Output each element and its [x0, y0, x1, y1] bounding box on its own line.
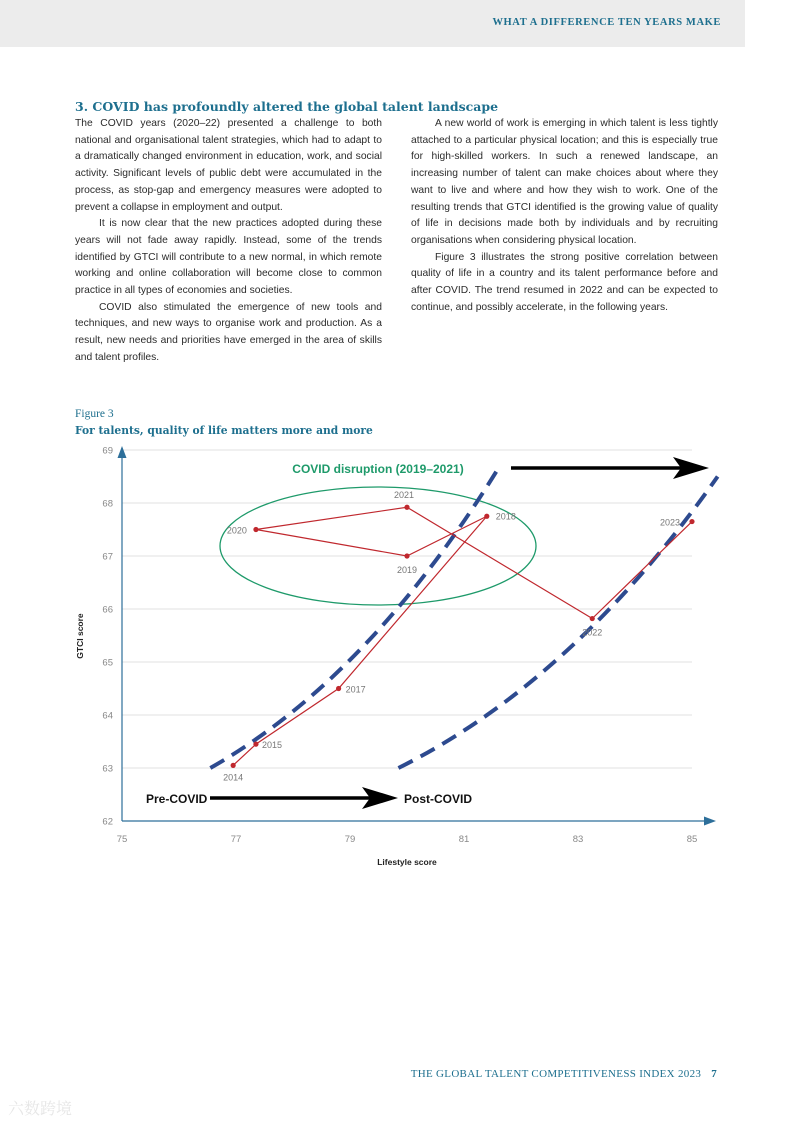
data-label-2015: 2015	[261, 740, 282, 751]
x-axis-title: Lifestyle score	[377, 857, 437, 867]
paragraph: Figure 3 illustrates the strong positive correlation between quality of life in a country and its talent performance before and after COVID. The trend resumed in 2022 and can be expected to continue, and possibly accelerate, in the following years.	[411, 251, 718, 313]
series-line	[233, 507, 692, 765]
pre-covid-label: Pre-COVID	[146, 792, 208, 806]
y-tick-label: 62	[102, 816, 113, 828]
data-point-2022	[590, 616, 595, 621]
y-axis-arrowhead	[118, 446, 127, 458]
data-label-2023: 2023	[659, 517, 680, 528]
x-tick-label: 79	[344, 834, 356, 845]
y-tick-label: 68	[102, 498, 113, 510]
x-tick-label: 83	[572, 834, 584, 845]
data-label-2020: 2020	[226, 525, 247, 536]
data-point-2021	[404, 505, 409, 510]
trend-band-dashed	[210, 469, 498, 768]
y-tick-label: 64	[102, 710, 113, 722]
data-label-2021: 2021	[393, 490, 415, 501]
y-tick-label: 66	[102, 604, 113, 616]
figure-title: For talents, quality of life matters more and more	[75, 424, 373, 437]
x-tick-label: 75	[116, 834, 128, 845]
paragraph: The COVID years (2020–22) presented a challenge to both national and organisational talent strategies, which had to adapt to a dramatically changed environment in education, work, and social activity. Significant levels of public debt were accumulated in the process, as stop-gap and emergency measures were adopted to prevent a collapse in employment and output.	[75, 118, 382, 213]
paragraph: COVID also stimulated the emergence of new tools and techniques, and new ways to organise work and production. As a result, new needs and priorities have emerged in the area of skills and talent profiles.	[75, 301, 382, 363]
y-tick-label: 63	[102, 763, 113, 775]
y-tick-label: 65	[102, 657, 113, 669]
data-label-2017: 2017	[345, 684, 366, 695]
watermark-logo: 六数跨境	[8, 1099, 73, 1118]
y-axis-title: GTCI score	[75, 613, 85, 659]
paragraph: A new world of work is emerging in which talent is less tightly attached to a particular physical location; and this is especially true for high-skilled workers. In such a renewed landscape, an increasing number of talent can make choices about where they want to live and where and how they wish to work. One of the resulting trends that GTCI identified is the growing value of quality of life in decisions made both by individuals and by recruiting organisations when considering physical location.	[411, 118, 718, 246]
data-label-2018: 2018	[495, 511, 516, 522]
page-footer	[411, 1068, 717, 1080]
figure-label: Figure 3	[75, 408, 114, 420]
x-tick-label: 85	[686, 834, 698, 845]
data-point-2019	[404, 553, 409, 558]
covid-ellipse	[220, 487, 536, 605]
y-tick-label: 67	[102, 551, 113, 563]
x-tick-label: 81	[458, 834, 470, 845]
data-point-2020	[253, 527, 258, 532]
y-tick-label: 69	[102, 445, 113, 457]
x-tick-label: 77	[230, 834, 242, 845]
section-title: 3. COVID has profoundly altered the global talent landscape	[75, 99, 499, 114]
data-point-2018	[484, 514, 489, 519]
post-covid-label: Post-COVID	[404, 792, 473, 806]
data-label-2022: 2022	[582, 627, 603, 638]
data-label-2014: 2014	[223, 772, 244, 783]
covid-disruption-label: COVID disruption (2019–2021)	[292, 462, 464, 476]
page-number: 7	[711, 1068, 717, 1080]
data-label-2019: 2019	[396, 565, 418, 575]
data-point-2017	[336, 686, 341, 691]
data-point-2023	[689, 519, 694, 524]
data-point-2014	[231, 763, 236, 768]
running-title: WHAT A DIFFERENCE TEN YEARS MAKE	[492, 17, 721, 28]
publication-title: THE GLOBAL TALENT COMPETITIVENESS INDEX 2023	[410, 1068, 702, 1080]
data-point-2015	[253, 742, 258, 747]
x-axis-arrowhead	[704, 817, 716, 826]
paragraph: It is now clear that the new practices adopted during these years will not fade away rapidly. Instead, some of the trends identified by GTCI will contribute to a new normal, in which remote working and online collaboration will become close to common practice in all types of economies and societies.	[75, 218, 382, 297]
